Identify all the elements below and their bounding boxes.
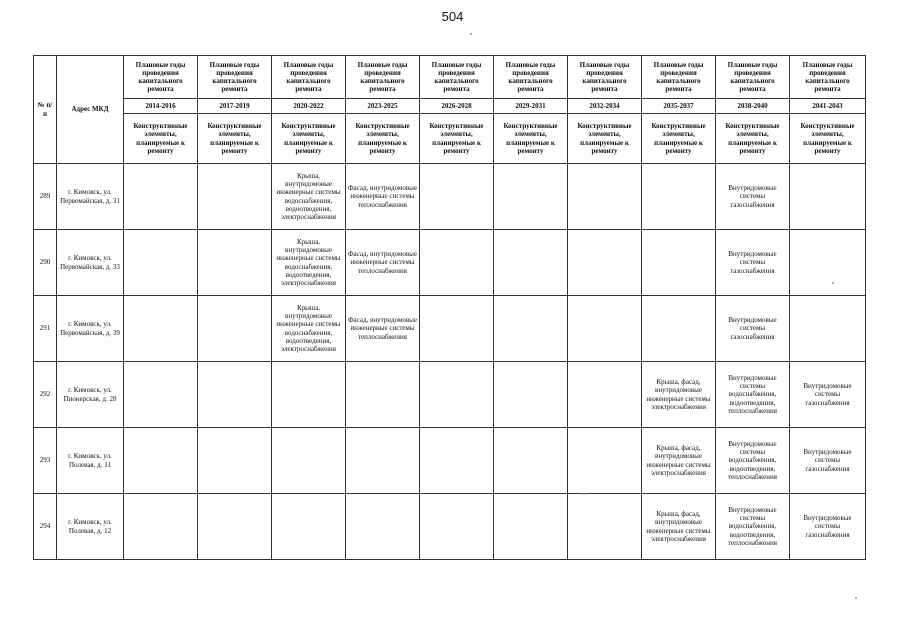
period-header: 2020-2022 (272, 99, 346, 114)
repair-cell-2035-2037: Крыша, фасад, внутридомовые инженерные системы электроснабжения (642, 494, 716, 560)
planned-header: Плановые годы проведения капитального ремонта (124, 56, 198, 99)
repair-cell-2032-2034 (568, 428, 642, 494)
address-cell: г. Кимовск, ул. Первомайская, д. 31 (57, 164, 124, 230)
row-number: 292 (34, 362, 57, 428)
address-header: Адрес МКД (57, 56, 124, 164)
repair-cell-2020-2022: Крыша, внутридомовые инженерные системы водоснабжения, водоотведения, электроснабжения (272, 164, 346, 230)
row-number: 294 (34, 494, 57, 560)
repair-cell-2038-2040: Внутридомовые системы газоснабжения (716, 164, 790, 230)
period-header: 2017-2019 (198, 99, 272, 114)
repair-schedule-table (33, 55, 866, 560)
repair-cell-2017-2019 (198, 230, 272, 296)
repair-cell-2026-2028 (420, 362, 494, 428)
repair-cell-2017-2019 (198, 494, 272, 560)
period-header: 2038-2040 (716, 99, 790, 114)
table-row (34, 362, 866, 428)
elements-header: Конструктивные элементы, планируемые к ремонту (716, 114, 790, 164)
row-number: 291 (34, 296, 57, 362)
num-header: № п/п (34, 56, 57, 164)
table-row (34, 494, 866, 560)
planned-header: Плановые годы проведения капитального ремонта (642, 56, 716, 99)
planned-header: Плановые годы проведения капитального ремонта (716, 56, 790, 99)
repair-cell-2041-2043 (790, 164, 866, 230)
period-header: 2023-2025 (346, 99, 420, 114)
repair-cell-2029-2031 (494, 230, 568, 296)
period-header: 2035-2037 (642, 99, 716, 114)
elements-header: Конструктивные элементы, планируемые к ремонту (272, 114, 346, 164)
table-row (34, 428, 866, 494)
elements-header: Конструктивные элементы, планируемые к ремонту (198, 114, 272, 164)
repair-cell-2035-2037: Крыша, фасад, внутридомовые инженерные системы электроснабжения (642, 428, 716, 494)
repair-cell-2020-2022 (272, 362, 346, 428)
repair-cell-2038-2040: Внутридомовые системы газоснабжения (716, 230, 790, 296)
repair-cell-2023-2025 (346, 362, 420, 428)
planned-header: Плановые годы проведения капитального ремонта (346, 56, 420, 99)
repair-cell-2041-2043: Внутридомовые системы газоснабжения (790, 428, 866, 494)
repair-cell-2026-2028 (420, 494, 494, 560)
repair-cell-2020-2022: Крыша, внутридомовые инженерные системы водоснабжения, водоотведения, электроснабжения (272, 296, 346, 362)
elements-header: Конструктивные элементы, планируемые к ремонту (568, 114, 642, 164)
repair-cell-2029-2031 (494, 296, 568, 362)
repair-cell-2032-2034 (568, 296, 642, 362)
address-cell: г. Кимовск, ул. Первомайская, д. 39 (57, 296, 124, 362)
repair-cell-2038-2040: Внутридомовые системы водоснабжения, водоотведения, теплоснабжения (716, 428, 790, 494)
repair-cell-2020-2022: Крыша, внутридомовые инженерные системы водоснабжения, водоотведения, электроснабжения (272, 230, 346, 296)
repair-cell-2038-2040: Внутридомовые системы газоснабжения (716, 296, 790, 362)
repair-cell-2041-2043 (790, 230, 866, 296)
table-row (34, 296, 866, 362)
period-header: 2026-2028 (420, 99, 494, 114)
repair-cell-2026-2028 (420, 164, 494, 230)
scan-speck (855, 597, 857, 599)
elements-header: Конструктивные элементы, планируемые к ремонту (420, 114, 494, 164)
repair-cell-2020-2022 (272, 428, 346, 494)
period-header: 2014-2016 (124, 99, 198, 114)
period-header: 2032-2034 (568, 99, 642, 114)
elements-header: Конструктивные элементы, планируемые к ремонту (790, 114, 866, 164)
elements-header: Конструктивные элементы, планируемые к ремонту (494, 114, 568, 164)
repair-cell-2041-2043 (790, 296, 866, 362)
period-header: 2029-2031 (494, 99, 568, 114)
planned-header: Плановые годы проведения капитального ремонта (420, 56, 494, 99)
repair-cell-2035-2037 (642, 230, 716, 296)
planned-header: Плановые годы проведения капитального ремонта (272, 56, 346, 99)
repair-cell-2020-2022 (272, 494, 346, 560)
scan-speck (583, 493, 585, 495)
repair-cell-2026-2028 (420, 230, 494, 296)
repair-cell-2032-2034 (568, 362, 642, 428)
repair-cell-2023-2025 (346, 428, 420, 494)
scan-speck (832, 282, 834, 284)
repair-cell-2029-2031 (494, 428, 568, 494)
period-header: 2041-2043 (790, 99, 866, 114)
repair-cell-2029-2031 (494, 494, 568, 560)
repair-cell-2038-2040: Внутридомовые системы водоснабжения, водоотведения, теплоснабжения (716, 362, 790, 428)
elements-header: Конструктивные элементы, планируемые к ремонту (124, 114, 198, 164)
table-row (34, 164, 866, 230)
repair-cell-2035-2037: Крыша, фасад, внутридомовые инженерные системы электроснабжения (642, 362, 716, 428)
repair-cell-2038-2040: Внутридомовые системы водоснабжения, водоотведения, теплоснабжения (716, 494, 790, 560)
repair-cell-2017-2019 (198, 428, 272, 494)
scan-speck (470, 33, 472, 35)
elements-header: Конструктивные элементы, планируемые к ремонту (346, 114, 420, 164)
repair-cell-2032-2034 (568, 494, 642, 560)
repair-cell-2032-2034 (568, 164, 642, 230)
address-cell: г. Кимовск, ул. Полевая, д. 11 (57, 428, 124, 494)
repair-cell-2014-2016 (124, 296, 198, 362)
address-cell: г. Кимовск, ул. Пионерская, д. 28 (57, 362, 124, 428)
planned-header: Плановые годы проведения капитального ремонта (790, 56, 866, 99)
repair-cell-2023-2025: Фасад, внутридомовые инженерные системы теплоснабжения (346, 296, 420, 362)
row-number: 290 (34, 230, 57, 296)
repair-cell-2035-2037 (642, 296, 716, 362)
repair-cell-2023-2025: Фасад, внутридомовые инженерные системы теплоснабжения (346, 230, 420, 296)
repair-cell-2017-2019 (198, 362, 272, 428)
table-row (34, 230, 866, 296)
elements-header: Конструктивные элементы, планируемые к ремонту (642, 114, 716, 164)
repair-cell-2041-2043: Внутридомовые системы газоснабжения (790, 362, 866, 428)
repair-cell-2014-2016 (124, 230, 198, 296)
repair-cell-2035-2037 (642, 164, 716, 230)
repair-cell-2023-2025 (346, 494, 420, 560)
repair-cell-2014-2016 (124, 164, 198, 230)
repair-cell-2014-2016 (124, 494, 198, 560)
planned-header: Плановые годы проведения капитального ремонта (568, 56, 642, 99)
address-cell: г. Кимовск, ул. Первомайская, д. 33 (57, 230, 124, 296)
repair-cell-2017-2019 (198, 296, 272, 362)
address-cell: г. Кимовск, ул. Полевая, д. 12 (57, 494, 124, 560)
planned-header: Плановые годы проведения капитального ремонта (494, 56, 568, 99)
repair-cell-2029-2031 (494, 362, 568, 428)
row-number: 293 (34, 428, 57, 494)
repair-cell-2026-2028 (420, 428, 494, 494)
repair-cell-2023-2025: Фасад, внутридомовые инженерные системы теплоснабжения (346, 164, 420, 230)
page-number: 504 (441, 9, 464, 24)
row-number: 289 (34, 164, 57, 230)
repair-cell-2017-2019 (198, 164, 272, 230)
repair-cell-2014-2016 (124, 428, 198, 494)
repair-cell-2014-2016 (124, 362, 198, 428)
repair-cell-2032-2034 (568, 230, 642, 296)
repair-cell-2026-2028 (420, 296, 494, 362)
planned-header: Плановые годы проведения капитального ремонта (198, 56, 272, 99)
repair-cell-2029-2031 (494, 164, 568, 230)
repair-cell-2041-2043: Внутридомовые системы газоснабжения (790, 494, 866, 560)
